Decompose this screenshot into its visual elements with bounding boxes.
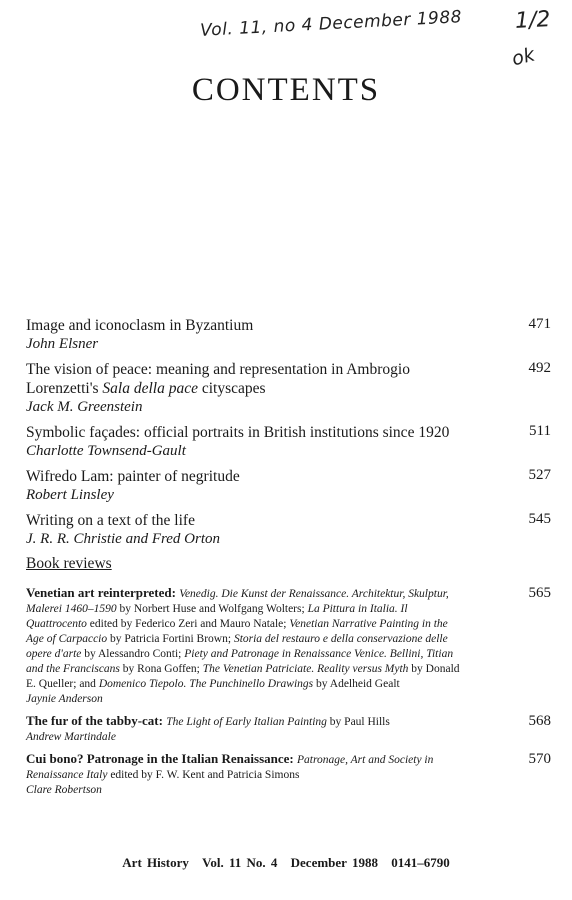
reviews-list [26,585,551,804]
review-citation-part: The Light of Early Italian Painting [166,716,327,728]
review-citation [26,713,466,730]
footer-date: December 1988 [290,855,378,870]
article-entry [26,467,551,504]
review-citation-part: The Venetian Patriciate. Reality versus Myth [202,663,409,675]
article-title-part: Image and iconoclasm in Byzantium [26,317,254,334]
article-title-part: cityscapes [197,380,266,397]
page-number: 527 [528,467,551,483]
review-citation-part: Venedig. Die Kunst der Renaissance. Architektur, Skulptur, Malerei 1460–1590 [26,588,449,615]
review-entry [26,713,551,745]
review-citation-part: Storia del restauro e della conservazione delle opere d'arte [26,633,448,660]
review-entry [26,751,551,798]
article-title [26,511,486,530]
article-author: Charlotte Townsend-Gault [26,443,186,459]
article-title [26,423,486,442]
reviewer-name: Jaynie Anderson [26,693,103,705]
review-entry [26,585,551,707]
review-citation-part: Piety and Patronage in Renaissance Venice. Bellini, Titian and the Franciscans [26,648,454,675]
review-citation-part: by Adelheid Gealt [313,678,400,690]
page-number: 570 [528,751,551,767]
review-citation [26,751,466,783]
review-citation-part: Patronage, Art and Society in Renaissance Italy [26,754,434,781]
review-citation-part: by Alessandro Conti; [81,648,185,660]
review-citation [26,585,466,692]
review-title: The fur of the tabby-cat: [26,713,167,728]
review-citation-part: by Norbert Huse and Wolfgang Wolters; [116,603,308,615]
footer-journal: Art History [122,855,189,870]
page-number: 492 [528,360,551,376]
page-number: 471 [528,316,551,332]
review-citation-part: edited by F. W. Kent and Patricia Simons [107,769,300,781]
article-entry [26,511,551,548]
handwritten-fraction: 1/2 [514,7,552,34]
book-reviews-heading: Book reviews [26,555,112,572]
article-title-part: The vision of peace: meaning and representation in Ambrogio Lorenzetti's [26,361,410,397]
article-title [26,467,486,486]
footer-volume: Vol. 11 No. 4 [202,855,278,870]
review-citation-part: by Rona Goffen; [119,663,203,675]
article-title-part: Writing on a text of the life [26,512,195,529]
footer-issn: 0141–6790 [391,855,450,870]
article-title [26,360,486,398]
reviewer-name: Andrew Martindale [26,731,116,743]
articles-list [26,316,551,555]
review-citation-part: Domenico Tiepolo. The Punchinello Drawings [98,678,314,690]
article-author: John Elsner [26,336,99,352]
page-number: 545 [528,511,551,527]
page-number: 511 [529,423,551,439]
article-entry [26,423,551,460]
review-citation-part: by Patricia Fortini Brown; [107,633,234,645]
review-citation-part: La Pittura in Italia. Il Quattrocento [26,603,408,630]
review-title: Venetian art reinterpreted: [26,585,180,600]
handwritten-ok: ok [509,43,537,71]
article-title [26,316,486,335]
page-number: 565 [528,585,551,601]
page-number: 568 [528,713,551,729]
article-title-part: Sala della pace [102,380,198,397]
article-author: Robert Linsley [26,487,114,503]
article-author: Jack M. Greenstein [26,399,143,415]
article-entry [26,360,551,416]
footer [0,855,572,871]
review-citation-part: by Donald E. Queller; and [26,663,460,690]
article-author: J. R. R. Christie and Fred Orton [26,531,221,547]
review-citation-part: by Paul Hills [326,716,390,728]
review-title: Cui bono? Patronage in the Italian Renaissance: [26,751,297,766]
review-citation-part: edited by Federico Zeri and Mauro Natale; [86,618,290,630]
article-title-part: Wifredo Lam: painter of negritude [26,468,240,485]
article-entry [26,316,551,353]
handwritten-annotation: Vol. 11, no 4 December 1988 [199,7,463,41]
page-title: CONTENTS [191,72,381,109]
review-citation-part: Venetian Narrative Painting in the Age of Carpaccio [26,618,448,645]
article-title-part: Symbolic façades: official portraits in British institutions since 1920 [26,424,450,441]
reviewer-name: Clare Robertson [26,784,102,796]
